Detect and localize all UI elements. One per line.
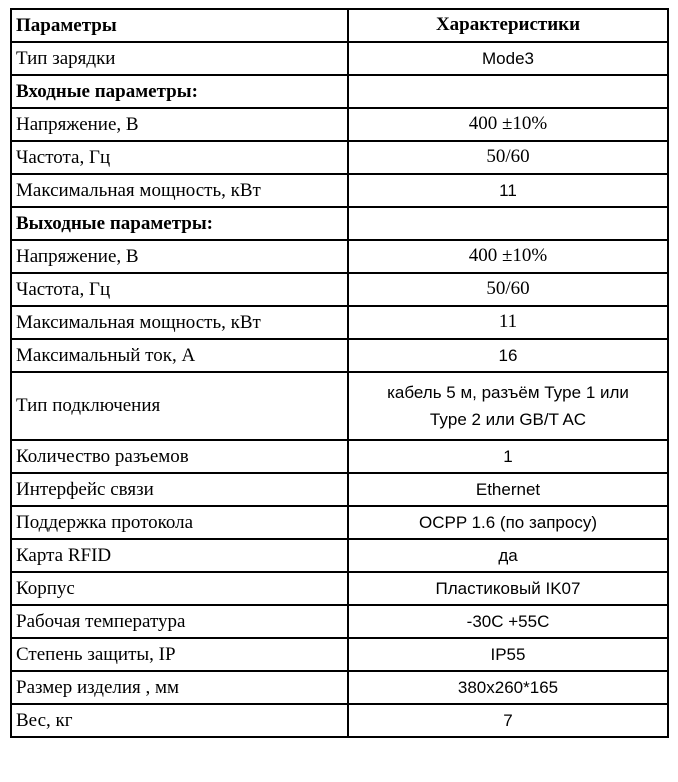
row-label: Максимальная мощность, кВт: [11, 306, 348, 339]
table-row: [11, 141, 668, 174]
row-value: 50/60: [348, 273, 668, 306]
row-value: -30С +55С: [348, 605, 668, 638]
row-label: Интерфейс связи: [11, 473, 348, 506]
table-row: [11, 473, 668, 506]
row-label: Вес, кг: [11, 704, 348, 737]
table-row: [11, 240, 668, 273]
row-label: Максимальная мощность, кВт: [11, 174, 348, 207]
row-label: Рабочая температура: [11, 605, 348, 638]
row-label: Тип подключения: [11, 372, 348, 440]
table-row: [11, 440, 668, 473]
row-value: Mode3: [348, 42, 668, 75]
row-value: IP55: [348, 638, 668, 671]
table-row: [11, 273, 668, 306]
table-row: [11, 174, 668, 207]
table-row: [11, 638, 668, 671]
table-row: [11, 42, 668, 75]
row-value: 7: [348, 704, 668, 737]
row-value-line1: кабель 5 м, разъём Type 1 или: [387, 382, 629, 402]
row-value: 400 ±10%: [348, 108, 668, 141]
row-label: Тип зарядки: [11, 42, 348, 75]
section-title: Входные параметры:: [11, 75, 348, 108]
row-label: Напряжение, В: [11, 108, 348, 141]
table-row: [11, 372, 668, 440]
row-value: [348, 75, 668, 108]
table-row: [11, 339, 668, 372]
row-value: 1: [348, 440, 668, 473]
row-label: Размер изделия , мм: [11, 671, 348, 704]
table-row: [11, 605, 668, 638]
row-value: OCPP 1.6 (по запросу): [348, 506, 668, 539]
table-header-row: [11, 9, 668, 42]
row-value: 380х260*165: [348, 671, 668, 704]
row-value: 16: [348, 339, 668, 372]
row-value: [348, 207, 668, 240]
row-value: Пластиковый IK07: [348, 572, 668, 605]
specifications-table: [10, 8, 669, 738]
row-value: 11: [348, 306, 668, 339]
row-label: Степень защиты, IP: [11, 638, 348, 671]
table-row: [11, 671, 668, 704]
row-value: 11: [348, 174, 668, 207]
row-value: Ethernet: [348, 473, 668, 506]
row-value: да: [348, 539, 668, 572]
row-label: Частота, Гц: [11, 141, 348, 174]
section-row-output: [11, 207, 668, 240]
table-row: [11, 506, 668, 539]
row-label: Напряжение, В: [11, 240, 348, 273]
row-value: 400 ±10%: [348, 240, 668, 273]
row-label: Корпус: [11, 572, 348, 605]
section-row-input: [11, 75, 668, 108]
table-row: [11, 108, 668, 141]
header-characteristics: Характеристики: [348, 9, 668, 42]
table-row: [11, 572, 668, 605]
table-row: [11, 704, 668, 737]
section-title: Выходные параметры:: [11, 207, 348, 240]
row-label: Частота, Гц: [11, 273, 348, 306]
row-value: 50/60: [348, 141, 668, 174]
header-parameters: Параметры: [11, 9, 348, 42]
row-value-multiline: [348, 372, 668, 440]
row-label: Количество разъемов: [11, 440, 348, 473]
table-row: [11, 539, 668, 572]
row-value-line2: Type 2 или GB/T AC: [429, 410, 587, 429]
row-label: Поддержка протокола: [11, 506, 348, 539]
row-label: Карта RFID: [11, 539, 348, 572]
table-row: [11, 306, 668, 339]
row-label: Максимальный ток, А: [11, 339, 348, 372]
